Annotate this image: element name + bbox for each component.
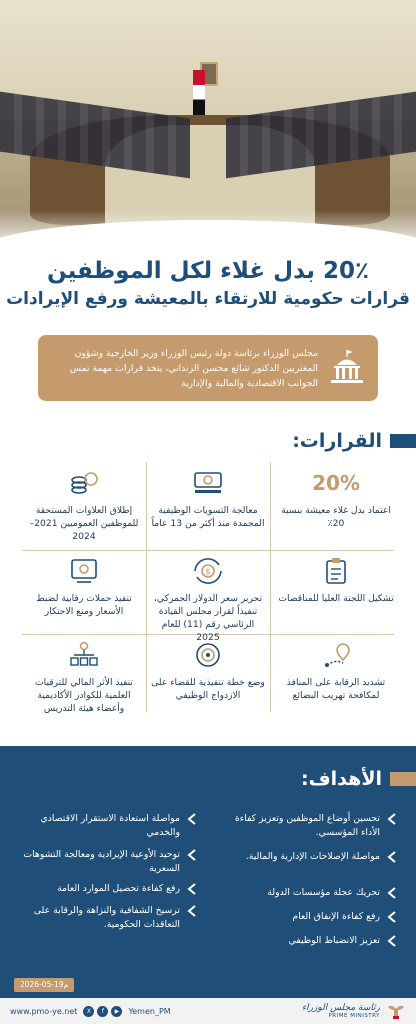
goal-item: تحسين أوضاع الموظفين وتعزيز كفاءة الأداء المؤسسي.: [222, 812, 398, 840]
arrow-icon: [386, 851, 398, 863]
goal-item: تعزيز الانضباط الوظيفي: [222, 934, 398, 948]
goals-title: [301, 768, 416, 790]
decision-item-8-text: وضع خطة تنفيذية للقضاء على الازدواج الوظيفي: [151, 677, 265, 701]
goal-item: توحيد الأوعية الإيرادية ومعالجة التشوهات السعرية: [22, 848, 198, 876]
arrow-icon: [386, 911, 398, 923]
goal-item: مواصلة الإصلاحات الإدارية والمالية.: [222, 850, 398, 864]
cash-icon: [150, 466, 266, 500]
arrow-icon: [186, 813, 198, 825]
decision-item-6: [26, 554, 142, 618]
ministry-logo: [302, 1001, 406, 1021]
coins-stack-icon: [26, 466, 142, 500]
svg-text:$: $: [205, 567, 211, 578]
intro-text: مجلس الوزراء برئاسة دولة رئيس الوزراء وزير الخارجية وشؤون المغتربين الدكتور شائع محسن الزنداني، يتخذ قرارات مهمة تمس الجوانب الاقتصادية والمالية والإدارية: [69, 347, 318, 389]
arrow-icon: [386, 935, 398, 947]
headline: [0, 256, 416, 312]
decisions-grid: [22, 462, 394, 722]
x-icon[interactable]: X: [83, 1006, 94, 1017]
decision-item-1-text: اعتماد بدل غلاء معيشة بنسبة 20٪: [281, 505, 391, 529]
goals-title-label: الأهداف:: [301, 768, 382, 790]
decisions-title: [292, 430, 416, 452]
website-link[interactable]: www.pmo-ye.net: [10, 1006, 78, 1016]
goal-item: تحريك عجلة مؤسسات الدولة: [222, 886, 398, 900]
decision-item-9-text: تنفيذ الأثر المالي للترقيات العلمية للكوادر الأكاديمية وأعضاء هيئة التدريس: [35, 677, 133, 714]
goals-section: [0, 746, 416, 998]
eagle-emblem-icon: [386, 1001, 406, 1021]
ministry-name-ar: رئاسة مجلس الوزراء: [301, 1003, 380, 1013]
decision-item-9: [26, 638, 142, 715]
arrow-icon: [386, 813, 398, 825]
promotion-chart-icon: [26, 638, 142, 672]
goal-item: ترسيخ الشفافية والنزاهة والرقابة على التعاقدات الحكومية.: [22, 904, 198, 932]
youtube-icon[interactable]: ▶: [111, 1006, 122, 1017]
decision-item-4-text: تشكيل اللجنة العليا للمناقصات: [278, 593, 394, 604]
date-badge: 2026-05-19م: [14, 978, 74, 992]
decisions-title-label: القرارات:: [292, 430, 382, 452]
decision-item-1-value: 20%: [312, 471, 360, 495]
goal-item: رفع كفاءة تحصيل الموارد العامة: [22, 882, 198, 896]
goal-item: رفع كفاءة الإنفاق العام: [222, 910, 398, 924]
facebook-icon[interactable]: f: [97, 1006, 108, 1017]
decision-item-5: [150, 554, 266, 644]
location-route-icon: [278, 638, 394, 672]
arrow-icon: [186, 905, 198, 917]
social-handle: Yemen_PM: [128, 1006, 171, 1016]
intro-box: [38, 335, 378, 401]
dollar-exchange-icon: [150, 554, 266, 588]
decision-item-3: [26, 466, 142, 543]
decision-item-7-text: تشديد الرقابة على المنافذ لمكافحة تهريب البضائع: [286, 677, 386, 701]
decision-item-3-text: إطلاق العلاوات المستحقة للموظفين العموميين 2021–2024: [29, 505, 139, 542]
decision-item-1: [278, 466, 394, 530]
clipboard-icon: [278, 554, 394, 588]
decision-item-2: [150, 466, 266, 530]
headline-title: 20٪ بدل غلاء لكل الموظفين: [46, 258, 370, 284]
arrow-icon: [386, 887, 398, 899]
ministry-name-en: PRIME MINISTRY: [328, 1013, 380, 1019]
social-icons: [83, 1006, 122, 1017]
headline-subtitle: قرارات حكومية للارتقاء بالمعيشة ورفع الإيرادات: [6, 289, 410, 309]
flag: [193, 70, 205, 115]
goal-item: مواصلة استعادة الاستقرار الاقتصادي والخدمي: [22, 812, 198, 840]
target-plan-icon: [150, 638, 266, 672]
footer-contacts: [10, 1006, 171, 1017]
decision-item-8: [150, 638, 266, 702]
cabinet-meeting-photo: [0, 0, 416, 250]
decision-item-2-text: معالجة التسويات الوظيفية المجمدة منذ أكثر من 13 عاماً: [151, 505, 265, 529]
arrow-icon: [186, 883, 198, 895]
decision-item-6-text: تنفيذ حملات رقابية لضبط الأسعار ومنع الاحتكار: [36, 593, 132, 617]
decision-item-4: [278, 554, 394, 605]
arrow-icon: [186, 849, 198, 861]
decision-item-7: [278, 638, 394, 702]
footer: [0, 998, 416, 1024]
government-building-icon: [326, 347, 368, 389]
price-control-icon: [26, 554, 142, 588]
decision-item-5-text: تحرير سعر الدولار الجمركي، تنفيذاً لقرار مجلس القيادة الرئاسي رقم (11) للعام 2025: [153, 593, 263, 643]
